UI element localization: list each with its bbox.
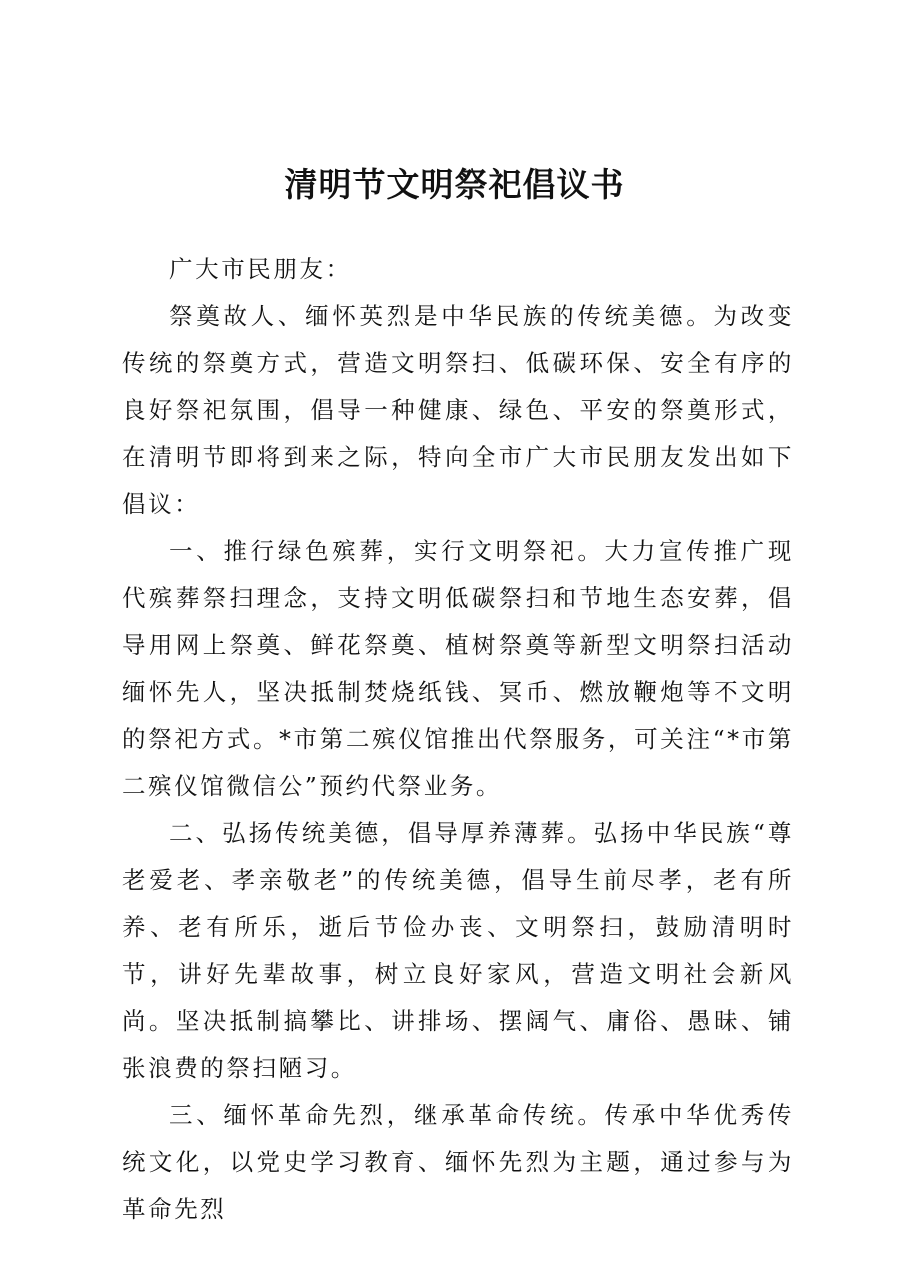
document-body bbox=[122, 246, 794, 1233]
paragraph-intro: 祭奠故人、缅怀英烈是中华民族的传统美德。为改变传统的祭奠方式，营造文明祭扫、低碳环保、安全有序的良好祭祀氛围，倡导一种健康、绿色、平安的祭奠形式，在清明节即将到来之际，特向全市广大市民朋友发出如下倡议： bbox=[122, 302, 794, 518]
document-title: 清明节文明祭祀倡议书 bbox=[284, 165, 625, 204]
salutation: 广大市民朋友： bbox=[169, 255, 352, 283]
paragraph-item-3: 三、缅怀革命先烈，继承革命传统。传承中华优秀传统文化，以党史学习教育、缅怀先烈为主题，通过参与为革命先烈 bbox=[122, 1101, 794, 1223]
paragraph-item-1: 一、推行绿色殡葬，实行文明祭祀。大力宣传推广现代殡葬祭扫理念，支持文明低碳祭扫和节地生态安葬，倡导用网上祭奠、鲜花祭奠、植树祭奠等新型文明祭扫活动缅怀先人，坚决抵制焚烧纸钱、冥币、燃放鞭炮等不文明的祭祀方式。*市第二殡仪馆推出代祭服务，可关注“*市第二殡仪馆微信公”预约代祭业务。 bbox=[122, 537, 794, 800]
paragraph-item-2: 二、弘扬传统美德，倡导厚养薄葬。弘扬中华民族“尊老爱老、孝亲敬老”的传统美德，倡导生前尽孝，老有所养、老有所乐，逝后节俭办丧、文明祭扫，鼓励清明时节，讲好先辈故事，树立良好家风，营造文明社会新风尚。坚决抵制搞攀比、讲排场、摆阔气、庸俗、愚昧、铺张浪费的祭扫陋习。 bbox=[122, 819, 794, 1082]
